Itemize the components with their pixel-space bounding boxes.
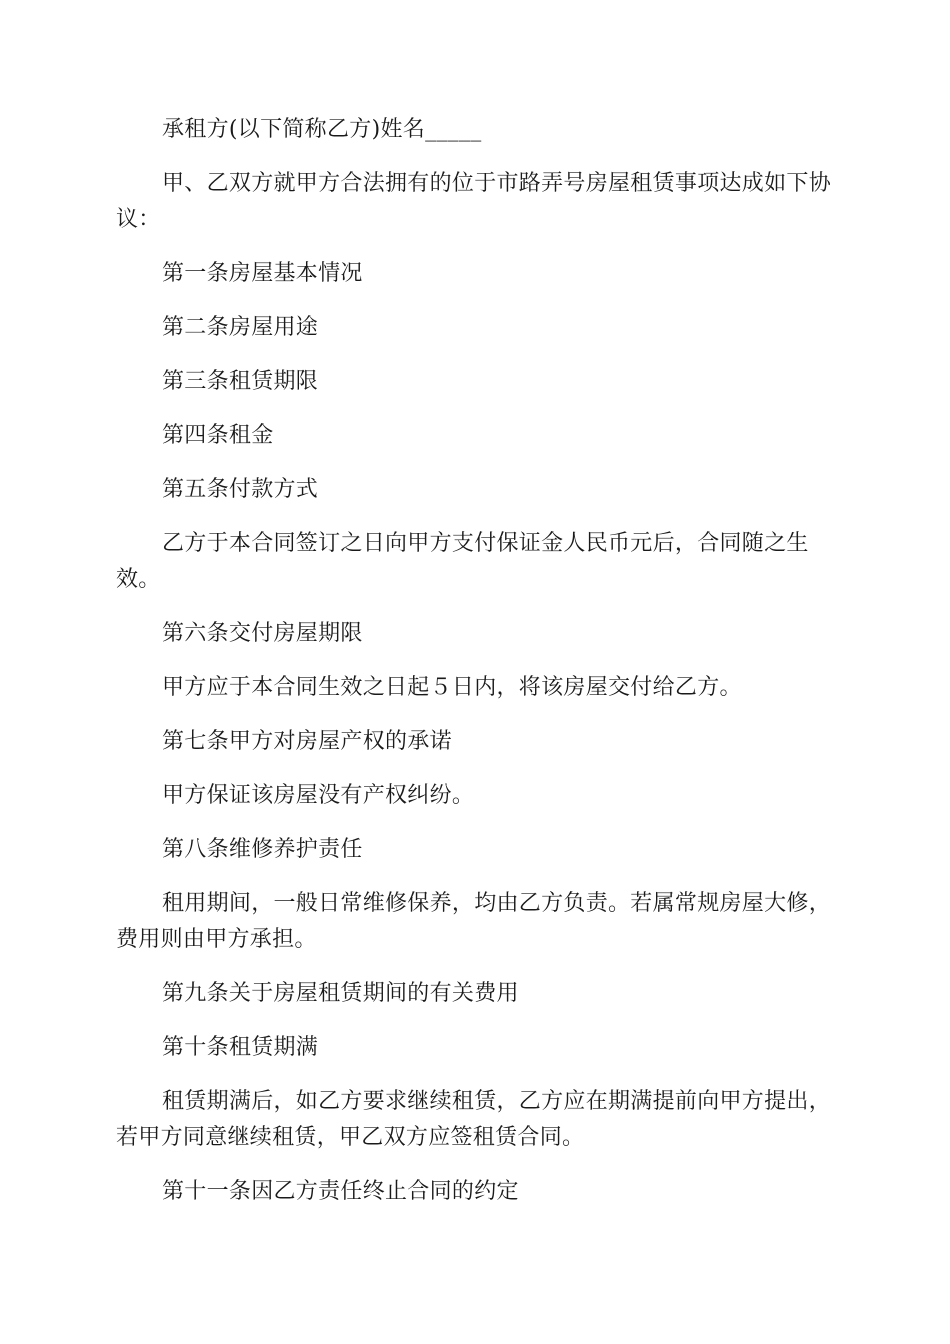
article-5-text: 乙方于本合同签订之日向甲方支付保证金人民币元后，合同随之生效。	[116, 531, 809, 592]
document-body	[116, 112, 836, 1228]
tenant-name-line: 承租方(以下简称乙方)姓名_____	[162, 117, 482, 142]
article-7-heading: 第七条甲方对房屋产权的承诺	[162, 729, 452, 754]
agreement-intro: 甲、乙双方就甲方合法拥有的位于市路弄号房屋租赁事项达成如下协议：	[116, 171, 832, 232]
article-8-text: 租用期间，一般日常维修保养，均由乙方负责。若属常规房屋大修，费用则由甲方承担。	[116, 891, 832, 952]
article-6-text: 甲方应于本合同生效之日起５日内，将该房屋交付给乙方。	[162, 675, 742, 700]
article-9-heading: 第九条关于房屋租赁期间的有关费用	[162, 981, 519, 1006]
article-4-heading: 第四条租金	[162, 423, 274, 448]
article-6-heading: 第六条交付房屋期限	[162, 621, 363, 646]
article-10-heading: 第十条租赁期满	[162, 1035, 319, 1060]
article-3-heading: 第三条租赁期限	[162, 369, 319, 394]
article-1-heading: 第一条房屋基本情况	[162, 261, 363, 286]
article-10-text: 租赁期满后，如乙方要求继续租赁，乙方应在期满提前向甲方提出，若甲方同意继续租赁，甲乙双方应签租赁合同。	[116, 1089, 832, 1150]
article-8-heading: 第八条维修养护责任	[162, 837, 363, 862]
article-2-heading: 第二条房屋用途	[162, 315, 319, 340]
article-5-heading: 第五条付款方式	[162, 477, 319, 502]
article-11-heading: 第十一条因乙方责任终止合同的约定	[162, 1179, 519, 1204]
article-7-text: 甲方保证该房屋没有产权纠纷。	[162, 783, 475, 808]
